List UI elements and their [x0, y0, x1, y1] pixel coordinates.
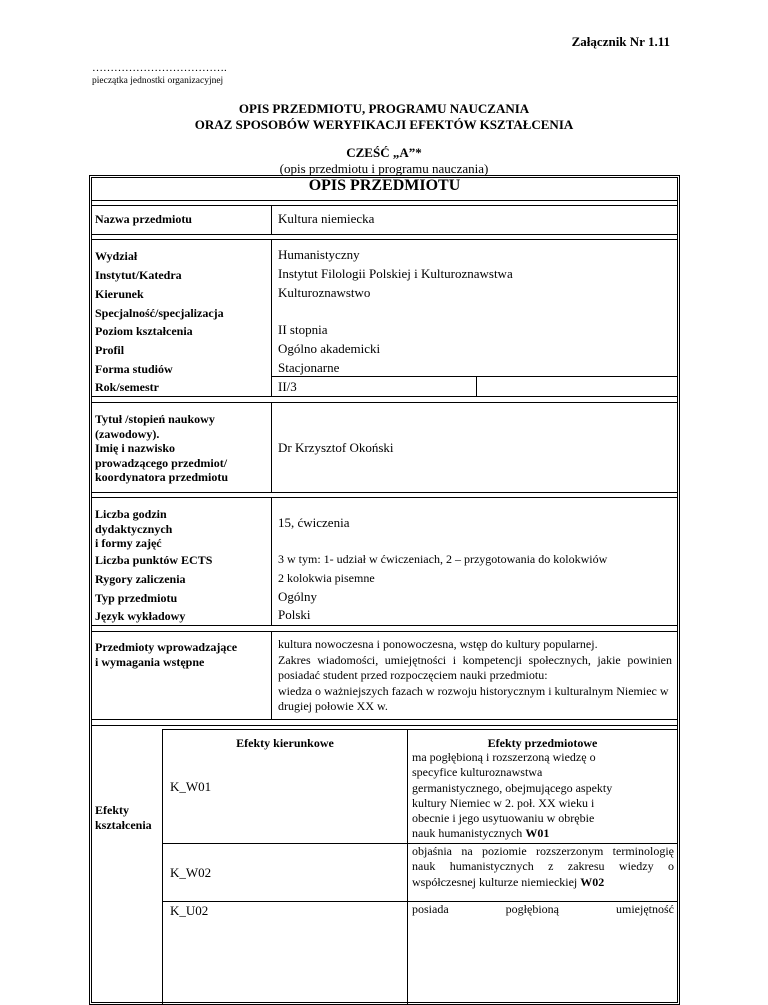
form-label: Forma studiów: [95, 362, 173, 376]
part-subtitle: (opis przedmiotu i programu nauczania): [279, 161, 489, 176]
faculty-label: Wydział: [95, 249, 138, 263]
institute-label: Instytut/Katedra: [95, 268, 182, 282]
document-title-line2: ORAZ SPOSOBÓW WERYFIKACJI EFEKTÓW KSZTAŁCENIA: [194, 117, 574, 132]
lang-label: Język wykładowy: [95, 609, 186, 623]
ects-label: Liczba punktów ECTS: [95, 553, 213, 567]
part-title: CZEŚĆ „A”*: [346, 145, 422, 160]
faculty-value: Humanistyczny: [278, 247, 360, 262]
outcome-text: ma pogłębioną i rozszerzoną wiedzę o specyfice kulturoznawstwa germanistycznego, obejmującego aspekty kultury Niemiec w 2. poł. XX wieku i obecnie i jego usytuowaniu w obrębie nauk humanistycznych W01: [412, 750, 613, 841]
ects-value: 3 w tym: 1- udział w ćwiczeniach, 2 – przygotowania do kolokwiów: [278, 552, 608, 566]
col-direction-effects: Efekty kierunkowe: [236, 736, 334, 750]
rigor-label: Rygory zaliczenia: [95, 572, 186, 586]
course-name-label: Nazwa przedmiotu: [95, 212, 192, 226]
col-course-effects: Efekty przedmiotowe: [487, 736, 598, 750]
teacher-value: Dr Krzysztof Okoński: [278, 440, 394, 455]
year-label: Rok/semestr: [95, 380, 159, 394]
outcome-code: K_W02: [170, 865, 212, 880]
prereq-value: kultura nowoczesna i ponowoczesna, wstęp do kultury popularnej. Zakres wiadomości, umiejętności i kompetencji społecznych, jakie powinien posiadać student przed rozpoczęciem nauki przedmiotu: wiedza o ważniejszych fazach w rozwoju historycznym i kulturalnym Niemiec w drugiej połowie XX w.: [278, 637, 672, 713]
hours-label: Liczba godzin dydaktycznych i formy zajęć: [95, 507, 173, 550]
course-name-value: Kultura niemiecka: [278, 211, 375, 226]
document-title-line1: OPIS PRZEDMIOTU, PROGRAMU NAUCZANIA: [238, 101, 530, 116]
year-value: II/3: [278, 379, 297, 394]
type-value: Ogólny: [278, 589, 317, 604]
teacher-label: Tytuł /stopień naukowy (zawodowy). Imię i nazwisko prowadzącego przedmiot/ koordynatora przedmiotu: [95, 412, 228, 484]
outcome-code: K_U02: [170, 903, 209, 918]
attachment-number: Załącznik Nr 1.11: [571, 34, 670, 49]
level-label: Poziom kształcenia: [95, 324, 193, 338]
rigor-value: 2 kolokwia pisemne: [278, 571, 375, 585]
stamp-label: pieczątka jednostki organizacyjnej: [92, 76, 224, 86]
stamp-dots: ……………………………….: [92, 62, 227, 74]
direction-label: Kierunek: [95, 287, 144, 301]
profile-label: Profil: [95, 343, 125, 357]
prereq-label: Przedmioty wprowadzające i wymagania wstępne: [95, 640, 238, 669]
level-value: II stopnia: [278, 322, 328, 337]
institute-value: Instytut Filologii Polskiej i Kulturoznawstwa: [278, 266, 513, 281]
direction-value: Kulturoznawstwo: [278, 285, 371, 300]
outcome-code: K_W01: [170, 779, 212, 794]
type-label: Typ przedmiotu: [95, 591, 178, 605]
specialization-label: Specjalność/specjalizacja: [95, 306, 224, 320]
form-value: Stacjonarne: [278, 360, 340, 375]
outcome-text: objaśnia na poziomie rozszerzonym terminologię nauk humanistycznych z zakresu wiedzy o współczesnej kulturze niemieckiej W02: [412, 844, 674, 889]
section-title: OPIS PRZEDMIOTU: [308, 177, 461, 194]
hours-value: 15, ćwiczenia: [278, 515, 350, 530]
profile-value: Ogólno akademicki: [278, 341, 381, 356]
lang-value: Polski: [278, 607, 311, 622]
outcome-text: posiada pogłębioną umiejętność: [412, 902, 674, 916]
outcomes-label: Efekty kształcenia: [95, 803, 152, 832]
